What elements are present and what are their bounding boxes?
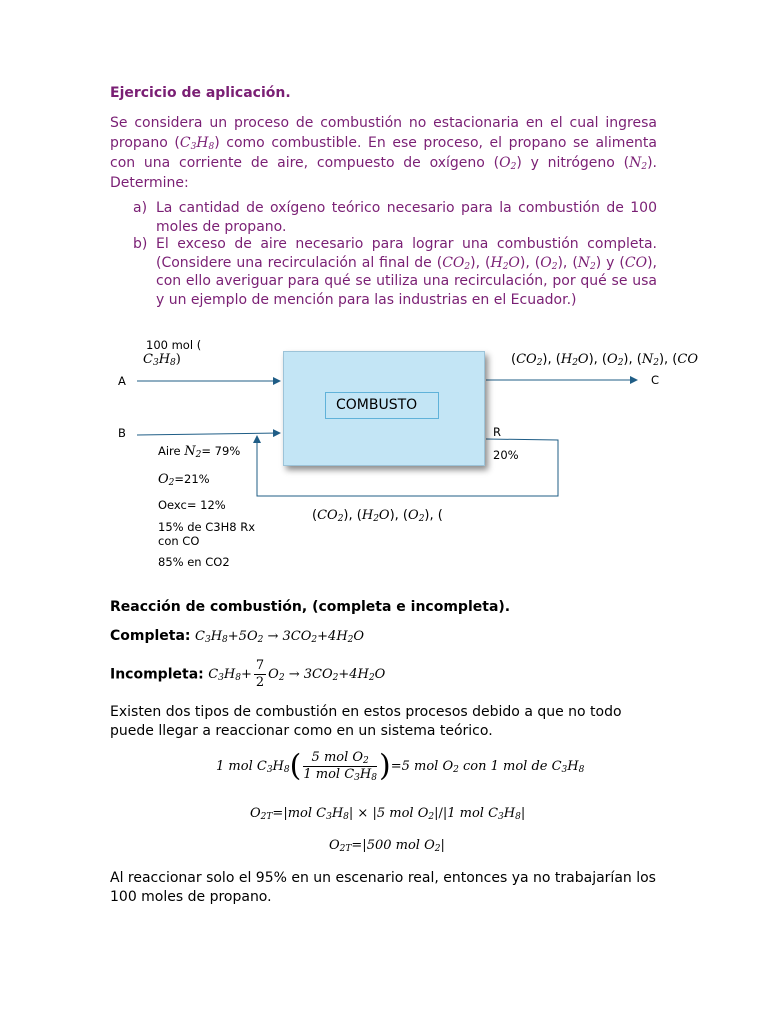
exercise-title: Ejercicio de aplicación. xyxy=(110,85,291,101)
oxygen-calc-2: $O_{2T}=|mol$ $C_3H_8| \times |5$ mol $O_2|/|1$ mol $C_3H_8|$ xyxy=(250,806,526,822)
stream-r-label: R xyxy=(493,425,501,439)
question-text: La cantidad de oxígeno teórico necesario para la combustión de 100 moles de propano. xyxy=(156,200,657,235)
feed-label: 100 mol ( xyxy=(146,338,202,352)
reaction-co-fraction: 15% de C3H8 Rx con CO xyxy=(158,520,256,548)
oxygen-result: $O_{2T}=|500$ mol $O_2|$ xyxy=(329,838,445,854)
stream-b-arrow xyxy=(137,433,280,435)
feed-formula: $C_3H_8$) xyxy=(143,352,181,368)
incomplete-reaction: Incompleta: $C_3H_8+$ $\frac{7}{2}$ $O_2 \to 3CO_2+4H_2O$ xyxy=(110,658,386,690)
reaction-co2-fraction: 85% en CO2 xyxy=(158,555,230,569)
exercise-intro: Se considera un proceso de combustión no estacionaria en el cual ingresa propano $(C_3H_8)$ como combustible. En ese proceso, el propano se alimenta con una corriente de aire, compuesto de oxígeno $(O_2)$ y nitrógeno $(N_2)$. Determine: xyxy=(110,115,657,191)
reaction-heading: Reacción de combustión, (completa e incompleta). xyxy=(110,599,511,615)
complete-reaction: Completa: $C_3H_8+5O_2 \to 3CO_2+4H_2O$ xyxy=(110,628,365,645)
question-item-b xyxy=(133,235,657,309)
stream-b-label: B xyxy=(118,426,126,440)
stream-a-label: A xyxy=(118,374,126,388)
explanation-text: Existen dos tipos de combustión en estos procesos debido a que no todo puede llegar a reaccionar como en un sistema teórico. xyxy=(110,704,622,739)
question-text: El exceso de aire necesario para lograr una combustión completa. (Considere una recirculación al final de $(CO_2)$, $(H_2O)$, $(O_2)$, $(N_2)$ y (CO), con ello averiguar para qué se utiliza una recirculación, por qué se usa y un ejemplo de mención para las industrias en el Ecuador.) xyxy=(156,236,657,308)
air-composition-o2: $O_2=21\%$ xyxy=(158,472,210,488)
combustor-label: COMBUSTO xyxy=(325,392,439,419)
question-marker: b) xyxy=(133,236,148,252)
oxygen-calc-1: 1 mol $C_3H_8$( $\frac{5 mol O_2}{1 mol C_3H_8}$ )=5 mol $O_2$ con 1 mol de $C_3H_8$ xyxy=(216,748,585,784)
air-composition-n2: Aire $N_2= 79\%$ xyxy=(158,444,241,460)
recycle-stream-label: $(CO_2)$, $(H_2O)$, $(O_2)$, ( xyxy=(312,508,443,524)
products-stream-label: $(CO_2)$, $(H_2O)$, $(O_2)$, $(N_2)$, (CO xyxy=(511,352,698,367)
oxygen-excess: Oexc= 12% xyxy=(158,498,226,512)
question-item-a xyxy=(133,199,657,236)
recycle-percent: 20% xyxy=(493,448,519,462)
question-marker: a) xyxy=(133,200,148,216)
conclusion-text: Al reaccionar solo el 95% en un escenario real, entonces ya no trabajarían los 100 moles de propano. xyxy=(110,870,656,905)
stream-c-label: C xyxy=(651,373,660,387)
